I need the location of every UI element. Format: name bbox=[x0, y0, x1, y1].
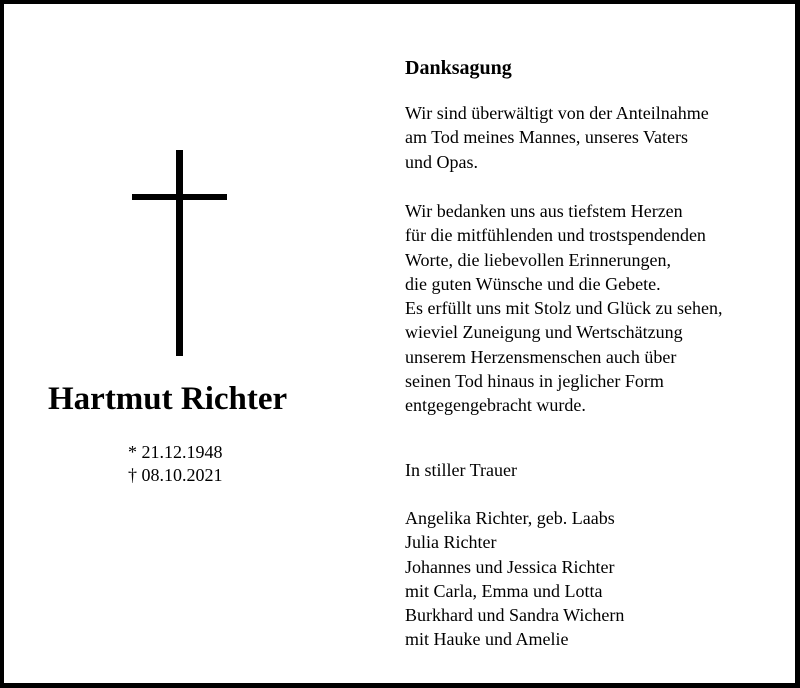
deceased-name: Hartmut Richter bbox=[48, 381, 288, 417]
family-member: mit Hauke und Amelie bbox=[405, 629, 569, 650]
mourning-line: In stiller Trauer bbox=[405, 460, 517, 480]
thanks-heading: Danksagung bbox=[405, 57, 512, 79]
family-member: Angelika Richter, geb. Laabs bbox=[405, 508, 615, 528]
thanks-paragraph-2 bbox=[405, 199, 722, 418]
birth-date: * 21.12.1948 bbox=[128, 442, 223, 462]
thanks-heading-block bbox=[405, 55, 512, 81]
text-line: wieviel Zuneigung und Wertschätzung bbox=[405, 322, 683, 343]
family-list bbox=[405, 506, 624, 652]
text-line: Es erfüllt uns mit Stolz und Glück zu sehen, bbox=[405, 298, 723, 319]
family-member: Burkhard und Sandra Wichern bbox=[405, 605, 625, 626]
text-line: seinen Tod hinaus in jeglicher Form bbox=[405, 371, 664, 392]
text-line: die guten Wünsche und die Gebete. bbox=[405, 273, 661, 294]
cross-icon-vertical-bar bbox=[176, 150, 183, 356]
text-line: für die mitfühlenden und trostspendenden bbox=[405, 225, 706, 246]
text-line: unserem Herzensmenschen auch über bbox=[405, 346, 677, 367]
death-date: † 08.10.2021 bbox=[128, 465, 223, 485]
text-line: Worte, die liebevollen Erinnerungen, bbox=[405, 249, 671, 270]
thanks-paragraph-1 bbox=[405, 101, 709, 174]
life-dates bbox=[128, 441, 223, 487]
family-member: Julia Richter bbox=[405, 532, 497, 553]
cross-icon-horizontal-bar bbox=[132, 194, 227, 200]
family-member: mit Carla, Emma und Lotta bbox=[405, 580, 603, 601]
text-line: Wir bedanken uns aus tiefstem Herzen bbox=[405, 201, 683, 221]
family-member: Johannes und Jessica Richter bbox=[405, 556, 615, 577]
text-line: und Opas. bbox=[405, 151, 478, 172]
text-line: entgegengebracht wurde. bbox=[405, 395, 586, 416]
text-line: Wir sind überwältigt von der Anteilnahme bbox=[405, 103, 709, 123]
text-line: am Tod meines Mannes, unseres Vaters bbox=[405, 127, 689, 148]
